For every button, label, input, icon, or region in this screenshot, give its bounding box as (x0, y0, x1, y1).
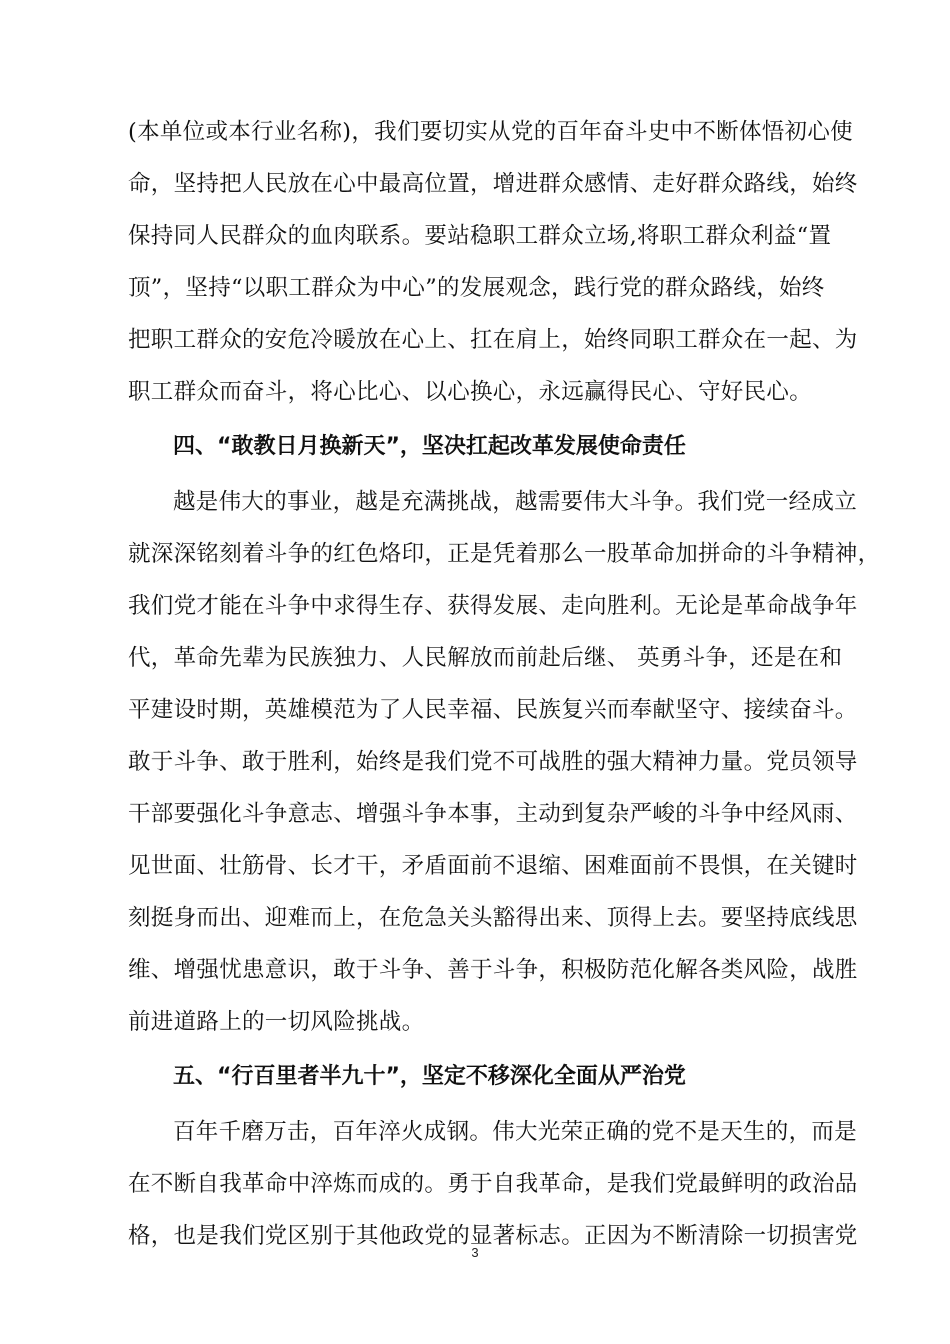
text-line: 格，也是我们党区别于其他政党的显著标志。正因为不断清除一切损害党 (128, 1223, 858, 1249)
text-line: 前进道路上的一切风险挑战。 (128, 1009, 425, 1035)
text-line: 百年千磨万击，百年淬火成钢。伟大光荣正确的党不是天生的，而是 (173, 1119, 858, 1145)
text-line: 敢于斗争、敢于胜利，始终是我们党不可战胜的强大精神力量。党员领导 (128, 749, 858, 775)
document-body (128, 106, 881, 1262)
text-line: 保持同人民群众的血肉联系。要站稳职工群众立场,将职工群众利益“置 (128, 223, 832, 249)
text-line: 越是伟大的事业，越是充满挑战，越需要伟大斗争。我们党一经成立 (173, 489, 858, 515)
text-line: 职工群众而奋斗，将心比心、以心换心，永远赢得民心、守好民心。 (128, 379, 813, 405)
page-number: 3 (471, 1245, 479, 1260)
text-line: 代，革命先辈为民族独力、人民解放而前赴后继、 英勇斗争，还是在和 (128, 645, 843, 671)
text-line: 顶”，坚持“以职工群众为中心”的发展观念，践行党的群众路线，始终 (128, 275, 825, 301)
text-line: 维、增强忧患意识，敢于斗争、善于斗争，积极防范化解各类风险，战胜 (128, 957, 858, 983)
section-heading-4: 四、“敢教日月换新天”，坚决扛起改革发展使命责任 (173, 434, 686, 459)
text-line: (本单位或本行业名称)，我们要切实从党的百年奋斗史中不断体悟初心使 (128, 119, 853, 145)
text-line: 刻挺身而出、迎难而上，在危急关头豁得出来、顶得上去。要坚持底线思 (128, 905, 858, 931)
text-line: 就深深铭刻着斗争的红色烙印，正是凭着那么一股革命加拼命的斗争精神， (128, 541, 881, 567)
section-heading-5: 五、“行百里者半九十”，坚定不移深化全面从严治党 (173, 1064, 686, 1089)
text-line: 在不断自我革命中淬炼而成的。勇于自我革命，是我们党最鲜明的政治品 (128, 1171, 858, 1197)
text-line: 平建设时期，英雄模范为了人民幸福、民族复兴而奉献坚守、接续奋斗。 (128, 697, 858, 723)
text-line: 见世面、壮筋骨、长才干，矛盾面前不退缩、困难面前不畏惧，在关键时 (128, 853, 858, 879)
text-line: 把职工群众的安危冷暖放在心上、扛在肩上，始终同职工群众在一起、为 (128, 327, 858, 353)
text-line: 我们党才能在斗争中求得生存、获得发展、走向胜利。无论是革命战争年 (128, 593, 858, 619)
text-line: 干部要强化斗争意志、增强斗争本事，主动到复杂严峻的斗争中经风雨、 (128, 801, 858, 827)
text-line: 命，坚持把人民放在心中最高位置，增进群众感情、走好群众路线，始终 (128, 171, 858, 197)
